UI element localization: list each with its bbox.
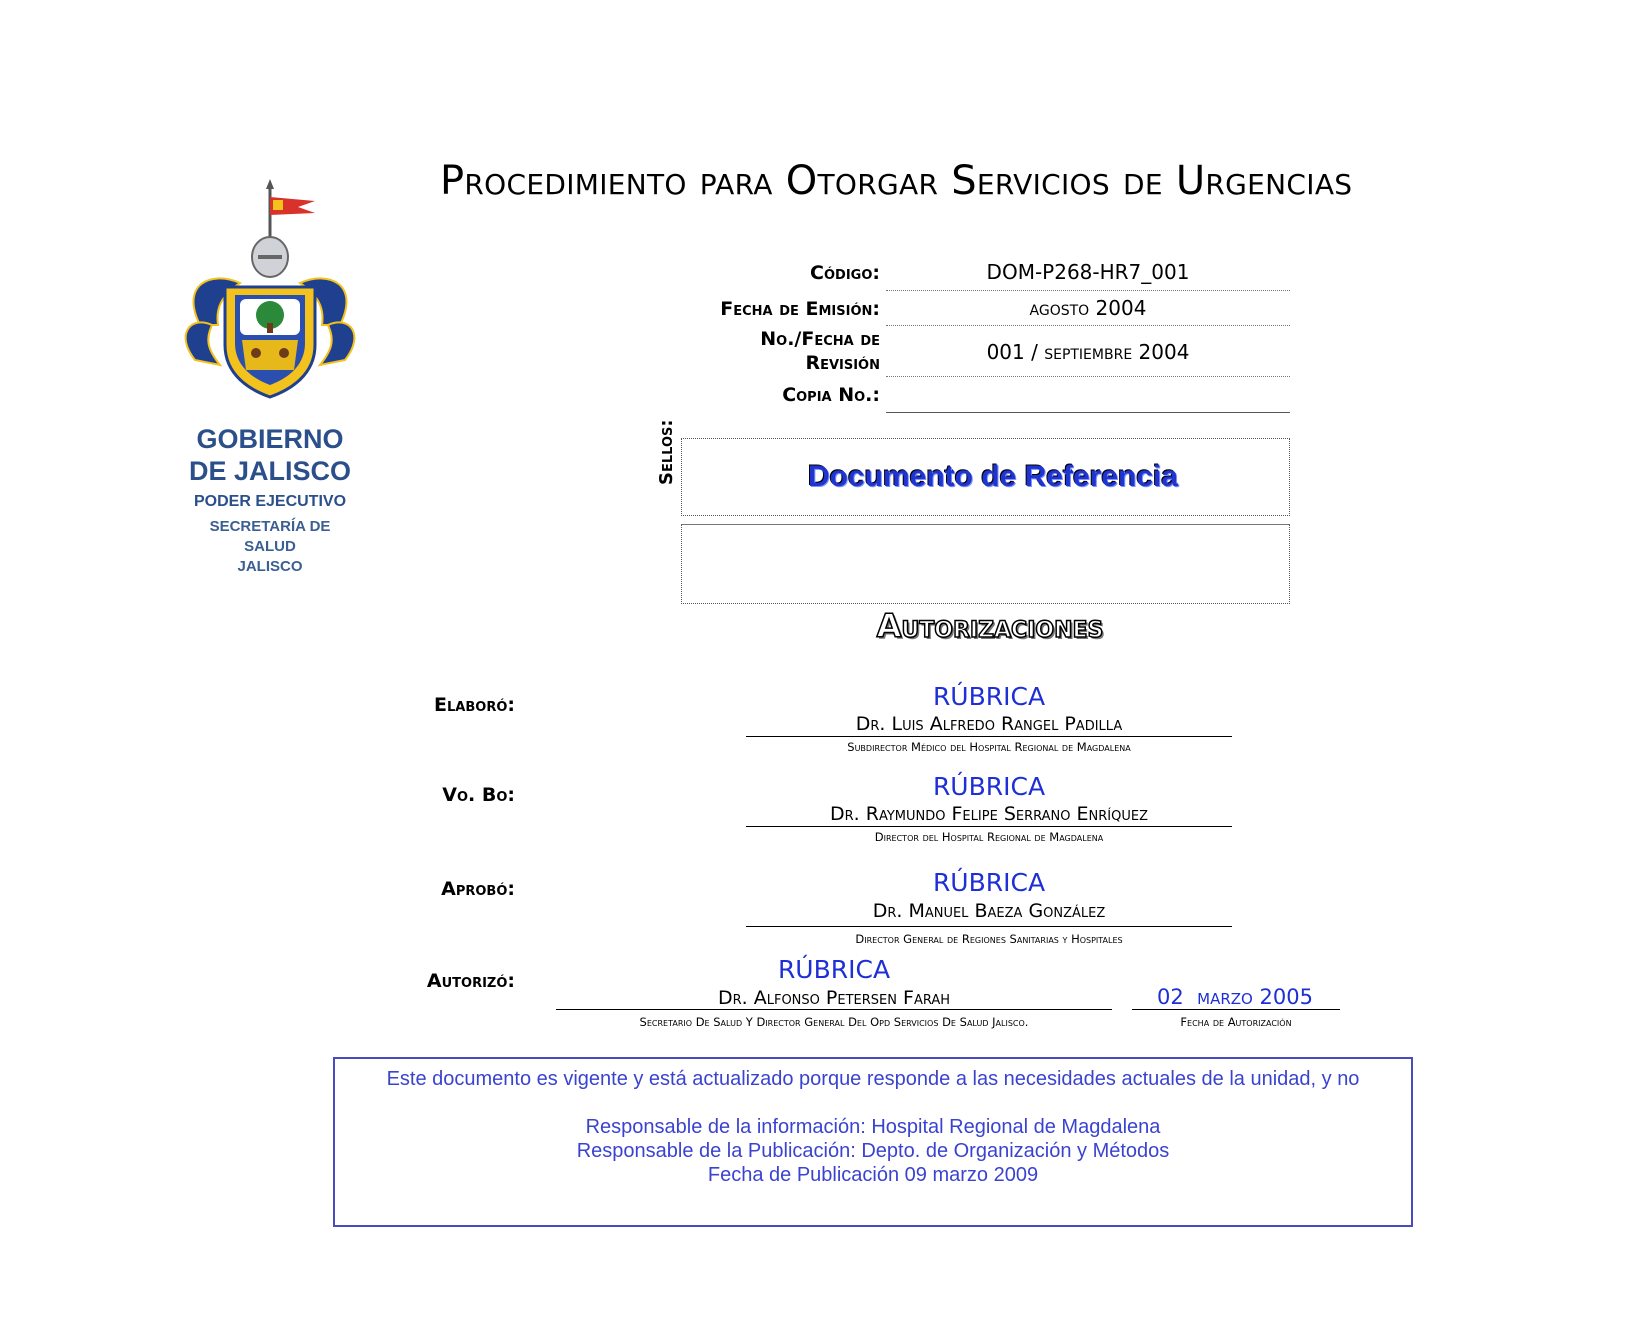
authorization-date-label: Fecha de Autorización: [1180, 1015, 1292, 1029]
vobo-signature: RÚBRICA: [932, 772, 1046, 801]
authorization-date-rest: marzo 2005: [1197, 985, 1313, 1009]
logo-line-secretaria: SECRETARÍA DE: [209, 518, 331, 535]
logo-line-salud: SALUD: [244, 538, 296, 555]
autorizo-position: Secretario De Salud Y Director General Del Opd Servicios De Salud Jalisco.: [639, 1015, 1029, 1029]
logo-line-jalisco-2: JALISCO: [237, 558, 303, 575]
notice-info-responsible: Responsable de la información: Hospital Regional de Magdalena: [585, 1116, 1161, 1138]
autorizo-role: Autorizó:: [426, 970, 515, 992]
copia-line: [886, 412, 1290, 413]
elaboro-signature-line: [746, 736, 1232, 737]
aprobo-position: Director General de Regiones Sanitarias y Hospitales: [855, 932, 1123, 946]
vobo-name: Dr. Raymundo Felipe Serrano Enríquez: [830, 803, 1148, 825]
sellos-label: Sellos:: [656, 419, 677, 485]
autorizo-signature-line: [556, 1009, 1112, 1010]
elaboro-name: Dr. Luis Alfredo Rangel Padilla: [855, 713, 1123, 735]
autorizo-name: Dr. Alfonso Petersen Farah: [717, 987, 951, 1009]
emision-label: Fecha de Emisión:: [720, 298, 880, 320]
elaboro-position: Subdirector Médico del Hospital Regional de Magdalena: [847, 740, 1131, 754]
logo-line-poder: PODER EJECUTIVO: [193, 493, 347, 510]
copia-label: Copia No.:: [782, 384, 880, 406]
notice-publication-date: Fecha de Publicación 09 marzo 2009: [707, 1164, 1039, 1186]
aprobo-role: Aprobó:: [441, 878, 515, 900]
codigo-value: DOM-P268-HR7_001: [986, 260, 1190, 284]
vobo-position: Director del Hospital Regional de Magdalena: [874, 830, 1104, 844]
aprobo-signature: RÚBRICA: [932, 868, 1046, 897]
reference-stamp: Documento de Referencia: [807, 460, 1179, 493]
government-logo: [170, 175, 370, 595]
page-title: Procedimiento para Otorgar Servicios de Urgencias: [440, 158, 1353, 204]
notice-publication-responsible: Responsable de la Publicación: Depto. de Organización y Métodos: [576, 1140, 1170, 1162]
authorization-date-line: [1132, 1009, 1340, 1010]
authorizations-heading: Autorizaciones: [876, 607, 1104, 645]
revision-value: 001 / septiembre 2004: [986, 340, 1190, 364]
autorizo-signature: RÚBRICA: [777, 955, 891, 984]
codigo-label: Código:: [810, 262, 880, 284]
logo-line-jalisco: DE JALISCO: [188, 456, 352, 486]
revision-label-2: Revisión: [805, 352, 880, 374]
authorization-date: [1130, 985, 1340, 1009]
jalisco-coat-of-arms-icon: [170, 175, 370, 415]
elaboro-signature: RÚBRICA: [932, 682, 1046, 711]
publication-notice: [333, 1057, 1413, 1227]
vobo-role: Vo. Bo:: [442, 784, 515, 806]
elaboro-role: Elaboró:: [434, 694, 515, 716]
emision-value: agosto 2004: [1029, 296, 1147, 320]
stamp-box-bottom: [681, 524, 1290, 604]
revision-line: [886, 376, 1290, 377]
codigo-line: [886, 290, 1290, 291]
aprobo-name: Dr. Manuel Baeza González: [872, 900, 1106, 922]
logo-line-gobierno: GOBIERNO: [196, 424, 344, 454]
aprobo-signature-line: [746, 926, 1232, 927]
authorization-date-day: 02: [1157, 985, 1184, 1009]
revision-label-1: No./Fecha de: [760, 328, 880, 350]
emision-line: [886, 325, 1290, 326]
vobo-signature-line: [746, 826, 1232, 827]
notice-validity: Este documento es vigente y está actualizado porque responde a las necesidades actuales de la unidad, y no: [386, 1068, 1360, 1090]
